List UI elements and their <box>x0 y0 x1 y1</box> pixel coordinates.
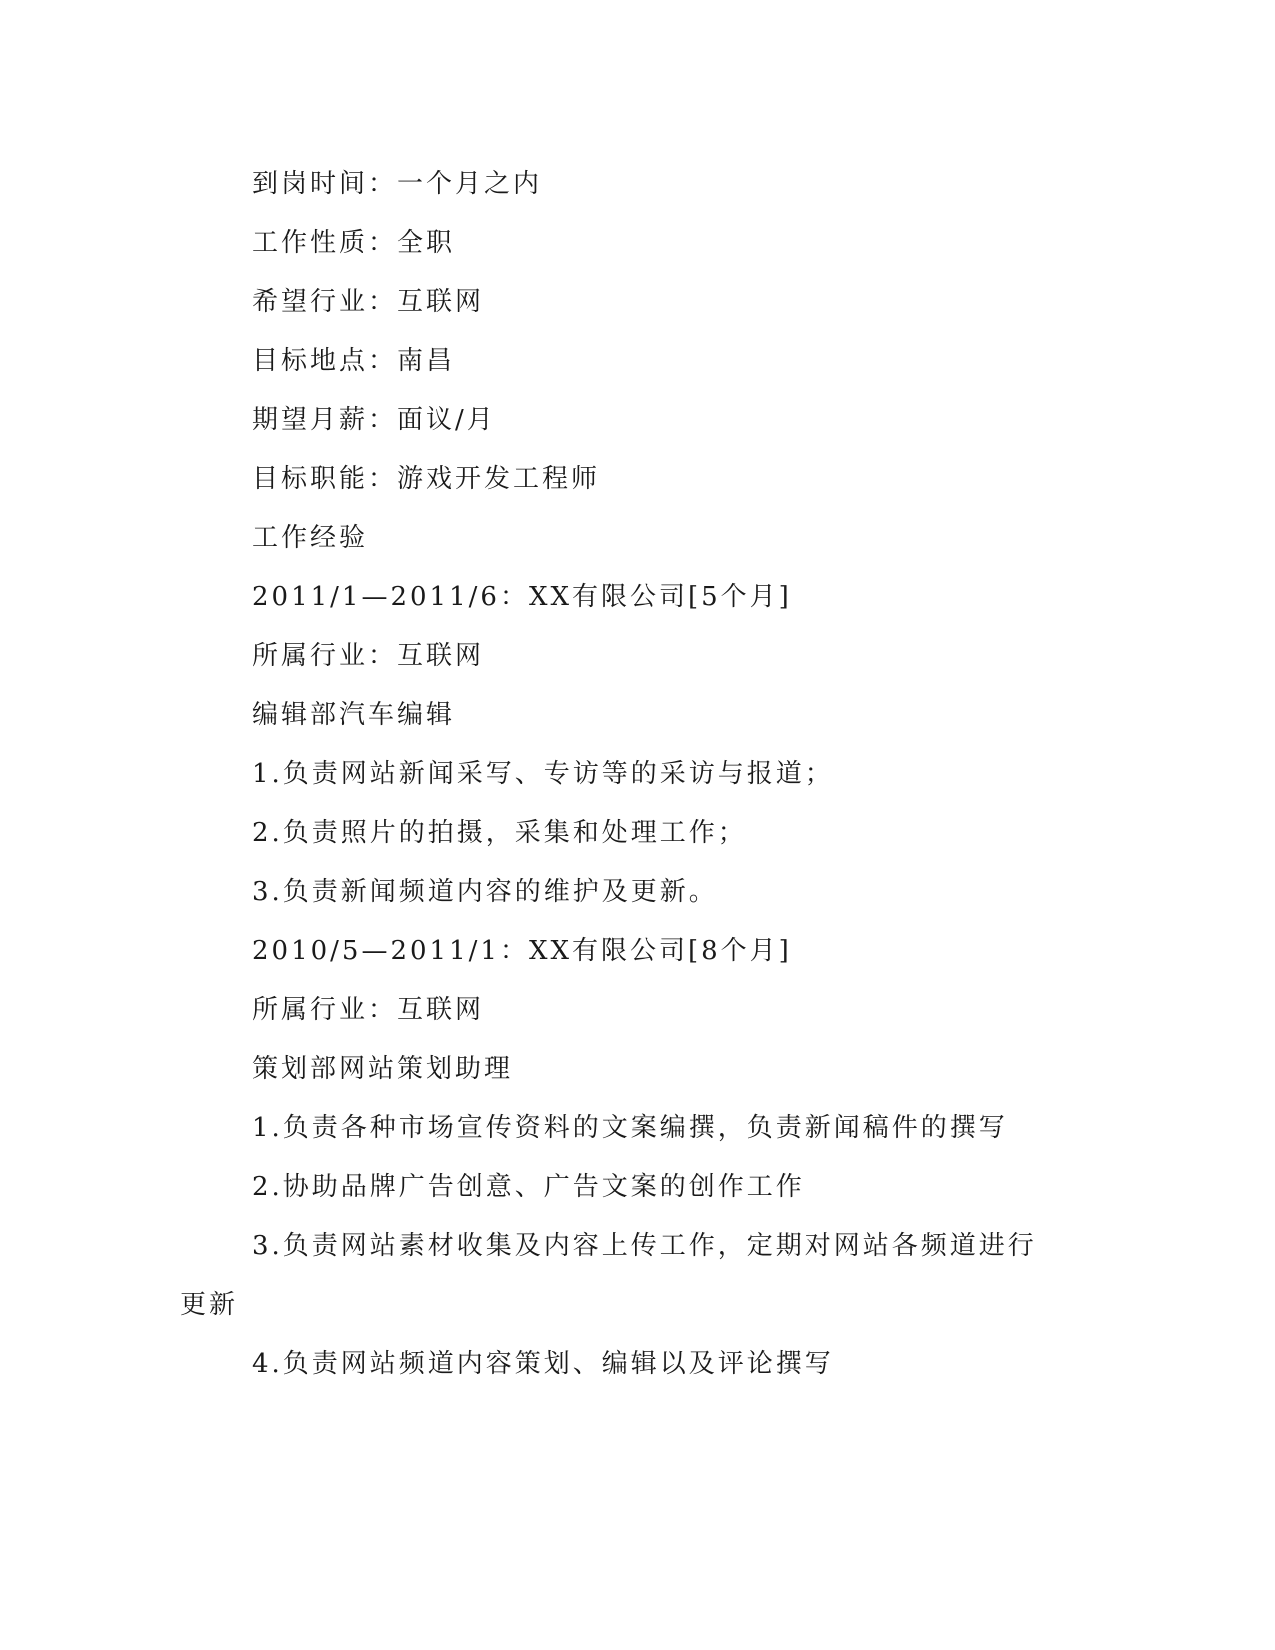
field-work-type: 工作性质：全职 <box>252 228 456 258</box>
field-desired-industry: 希望行业：互联网 <box>252 287 485 317</box>
job-2-industry: 所属行业：互联网 <box>252 995 485 1025</box>
section-heading-work-experience: 工作经验 <box>252 523 369 553</box>
field-target-location: 目标地点：南昌 <box>252 346 456 376</box>
field-expected-salary: 期望月薪：面议/月 <box>252 405 496 435</box>
job-1-duty-1: 1.负责网站新闻采写、专访等的采访与报道； <box>252 759 834 789</box>
field-target-function: 目标职能：游戏开发工程师 <box>252 464 601 494</box>
job-2-position: 策划部网站策划助理 <box>252 1054 514 1084</box>
job-2-duty-1: 1.负责各种市场宣传资料的文案编撰，负责新闻稿件的撰写 <box>252 1113 1008 1143</box>
field-arrival-time: 到岗时间：一个月之内 <box>252 169 543 199</box>
job-1-position: 编辑部汽车编辑 <box>252 700 456 730</box>
job-2-duty-3: 3.负责网站素材收集及内容上传工作，定期对网站各频道进行更新 <box>180 1231 1037 1320</box>
job-2-period-company: 2010/5—2011/1：XX有限公司[8个月] <box>252 936 792 966</box>
job-1-industry: 所属行业：互联网 <box>252 641 485 671</box>
job-2-duty-4: 4.负责网站频道内容策划、编辑以及评论撰写 <box>252 1349 834 1379</box>
document-body <box>180 155 1060 1394</box>
job-1-period-company: 2011/1—2011/6：XX有限公司[5个月] <box>252 582 792 612</box>
job-1-duty-3: 3.负责新闻频道内容的维护及更新。 <box>252 877 718 907</box>
job-1-duty-2: 2.负责照片的拍摄，采集和处理工作； <box>252 818 747 848</box>
job-2-duty-2: 2.协助品牌广告创意、广告文案的创作工作 <box>252 1172 805 1202</box>
